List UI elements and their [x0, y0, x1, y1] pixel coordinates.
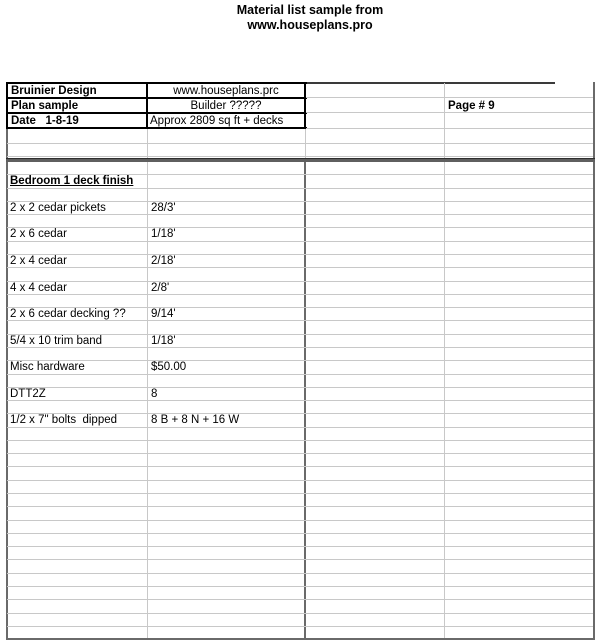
grid-line	[7, 573, 593, 574]
grid-line	[7, 599, 593, 600]
plan-sample: Plan sample	[11, 100, 79, 112]
item-quantity: $50.00	[151, 361, 187, 374]
grid-line	[7, 546, 593, 547]
item-quantity: 8	[151, 387, 158, 400]
item-description: 2 x 6 cedar decking ??	[10, 308, 126, 321]
grid-line	[7, 440, 593, 441]
grid-line	[306, 97, 593, 98]
grid-line	[7, 453, 593, 454]
item-description: 2 x 6 cedar	[10, 228, 67, 241]
item-quantity: 28/3'	[151, 201, 176, 214]
company-name: Bruinier Design	[11, 85, 97, 97]
table-bottom-border	[6, 638, 595, 640]
grid-line	[7, 156, 593, 157]
grid-line	[7, 520, 593, 521]
table-row	[0, 414, 600, 427]
item-quantity: 9/14'	[151, 308, 176, 321]
grid-line	[306, 128, 593, 129]
header-border-left	[6, 82, 8, 129]
table-row	[0, 361, 600, 374]
page-title-line1: Material list sample from	[236, 3, 384, 17]
table-row	[0, 308, 600, 321]
section-row	[0, 175, 600, 188]
grid-line	[7, 466, 593, 467]
item-description: 2 x 4 cedar	[10, 255, 67, 267]
item-description: 2 x 2 cedar pickets	[10, 201, 106, 214]
item-description: DTT2Z	[10, 387, 46, 400]
date-info: Date 1-8-19	[11, 115, 79, 127]
item-description: Misc hardware	[10, 361, 85, 374]
item-quantity: 2/8'	[151, 281, 170, 294]
divider-line	[6, 158, 595, 162]
grid-line	[7, 559, 593, 560]
sqft-info: Approx 2809 sq ft + decks	[150, 115, 284, 127]
website-url: www.houseplans.prc	[173, 85, 279, 97]
grid-line	[7, 533, 593, 534]
grid-line	[7, 613, 593, 614]
page-number: Page # 9	[448, 100, 495, 112]
item-quantity: 1/18'	[151, 334, 176, 347]
grid-line	[7, 506, 593, 507]
table-row	[0, 282, 600, 295]
table-row	[0, 388, 600, 401]
table-row	[0, 255, 600, 268]
grid-line	[7, 626, 593, 627]
item-quantity: 2/18'	[151, 255, 176, 267]
page-title	[10, 3, 600, 33]
item-description: 1/2 x 7" bolts dipped	[10, 414, 118, 427]
builder-info: Builder ?????	[190, 100, 262, 112]
item-description: 4 x 4 cedar	[10, 281, 67, 294]
item-quantity: 1/18'	[151, 228, 176, 241]
grid-line	[7, 143, 593, 144]
grid-line	[7, 493, 593, 494]
item-quantity: 8 B + 8 N + 16 W	[151, 414, 240, 427]
grid-line	[7, 480, 593, 481]
table-row	[0, 335, 600, 348]
grid-line	[7, 586, 593, 587]
item-description: 5/4 x 10 trim band	[10, 334, 103, 347]
page-title-line2: www.houseplans.pro	[247, 18, 373, 32]
column-line-b-upper	[305, 129, 306, 158]
section-title: Bedroom 1 deck finish	[10, 175, 134, 188]
table-row	[0, 202, 600, 215]
table-row	[0, 228, 600, 241]
